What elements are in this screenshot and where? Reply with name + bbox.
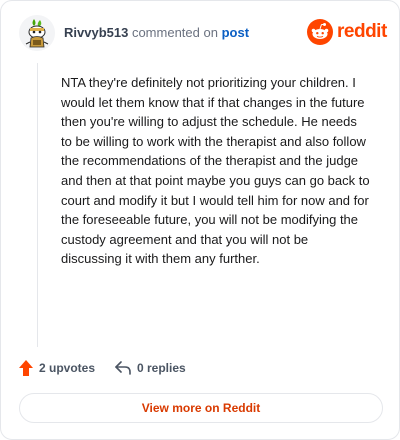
snoo-avatar-icon[interactable] <box>19 15 55 51</box>
thread-line <box>37 63 38 347</box>
commented-on-label: commented on <box>131 25 218 40</box>
view-more-button[interactable]: View more on Reddit <box>19 393 383 423</box>
comment-actions <box>19 357 383 379</box>
comment-meta <box>64 25 249 41</box>
reply-count: 0 replies <box>137 361 186 375</box>
reddit-wordmark: reddit <box>337 21 387 42</box>
reply-arrow-icon <box>115 361 131 375</box>
upvote-arrow-icon <box>19 360 33 376</box>
upvote-button[interactable] <box>19 357 95 379</box>
upvote-count: 2 upvotes <box>39 361 96 375</box>
comment-header <box>19 15 387 51</box>
post-link[interactable]: post <box>221 25 250 40</box>
reddit-logo-icon <box>307 19 333 45</box>
replies-button[interactable] <box>115 357 186 379</box>
comment-body: NTA they're definitely not prioritizing your children. I would let them know that if that changes in the future then you're willing to adjust the schedule. He needs to be willing to work with the therapist and also follow the recommendations of the therapist and the judge and then at that point maybe you guys can go back to court and modify it but I would tell him for now and for the foreseeable future, you will not be modifying the custody agreement and that you will not be discussing it with them any further. <box>61 75 370 267</box>
username-link[interactable]: Rivvyb513 <box>64 25 129 40</box>
reddit-logo-link[interactable] <box>307 19 387 47</box>
